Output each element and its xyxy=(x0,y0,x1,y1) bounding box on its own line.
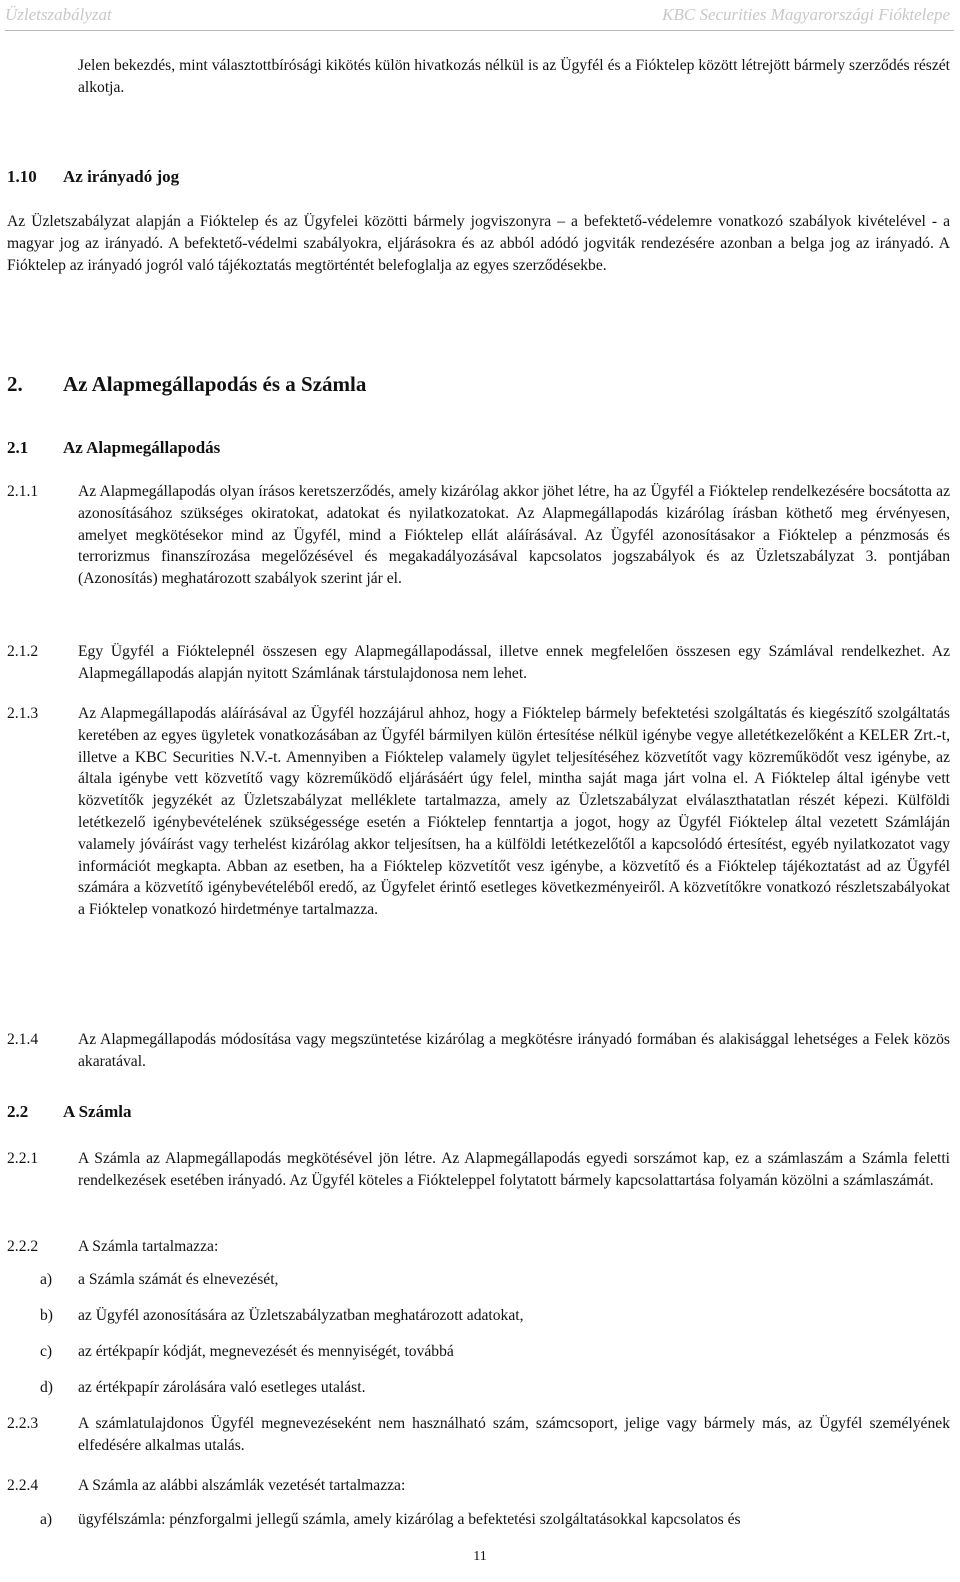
section-2-2-number: 2.2 xyxy=(7,1102,29,1121)
list-item-label: c) xyxy=(40,1343,53,1360)
section-2-2-title: A Számla xyxy=(63,1102,132,1121)
section-1-10-title: Az irányadó jog xyxy=(63,167,180,186)
clause-number: 2.1.1 xyxy=(7,483,39,500)
section-2-1-number: 2.1 xyxy=(7,438,29,457)
clause-number: 2.2.4 xyxy=(7,1477,39,1494)
clause-text: Az Alapmegállapodás olyan írásos keretszerződés, amely kizárólag akkor jöhet létre, ha az Ügyfél a Fióktelep rendelkezésére bocsátotta az azonosításához szükséges okiratokat, adatokat és nyilatkozatokat. Az Alapmegállapodás kizárólag írásban köthető meg érvényesen, amelyet megkötésekor mind az Ügyfél, mind a Fióktelep ellát aláírásával. Az Ügyfél azonosításakor a Fióktelep a pénzmosás és terrorizmus finanszírozása megelőzésével és megakadályozásával kapcsolatos jogszabályok és az Üzletszabályzat 3. pontjában (Azonosítás) meghatározott szabályok szerint jár el. xyxy=(78,483,950,588)
section-2-number: 2. xyxy=(7,372,23,396)
section-2-title: Az Alapmegállapodás és a Számla xyxy=(63,372,367,396)
clause-number: 2.2.2 xyxy=(7,1238,39,1255)
header-company-name: KBC Securities Magyarországi Fióktelepe xyxy=(662,5,950,24)
list-item-label: a) xyxy=(40,1271,53,1288)
clause-text: Az Alapmegállapodás aláírásával az Ügyfél hozzájárul ahhoz, hogy a Fióktelep bármely befektetési szolgáltatás és kiegészítő szolgáltatás keretében az egyes ügyletek vonatkozásában az Ügyfél bármilyen külön értesítése nélkül igénybe vegye alletétkezelőként a KELER Zrt.-t, illetve a KBC Securities N.V.-t. Amennyiben a Fióktelep valamely ügylet teljesítéséhez közvetítőt vagy közreműködőt vesz igénybe, az általa igénybe vett közvetítő vagy közreműködő eljárásáért úgy felel, mintha saját maga járt volna el. A Fióktelep által igénybe vett közvetítők jegyzékét az Üzletszabályzat melléklete tartalmazza, amely az Üzletszabályzat elválaszthatatlan részét képezi. Külföldi letétkezelő igénybevételének szükségessége esetén a Fióktelep fenntartja a jogot, hogy az Ügyfél Fióktelep által vezetett Számláján valamely jóváírást vagy terhelést kizárólag akkor teljesítsen, ha a külföldi letétkezelőtől a kapcsolódó értesítést, egyéb nyilatkozatot vagy információt megkapta. Abban az esetben, ha a Fióktelep közvetítőt vesz igénybe, a közvetítő és a Fióktelep tájékoztatást ad az Ügyfél számára a közvetítő igénybevételéből eredő, az Ügyfelet érintő esetleges következményeiről. A közvetítőkre vonatkozó részletszabályokat a Fióktelep vonatkozó hirdetménye tartalmazza. xyxy=(78,705,950,919)
header-document-title: Üzletszabályzat xyxy=(5,5,112,24)
list-item-text: ügyfélszámla: pénzforgalmi jellegű számla, amely kizárólag a befektetési szolgáltatásokkal kapcsolatos és xyxy=(78,1511,741,1528)
clause-number: 2.1.4 xyxy=(7,1031,39,1048)
clause-number: 2.1.3 xyxy=(7,705,39,722)
list-item-label: a) xyxy=(40,1511,53,1528)
section-2-1-title: Az Alapmegállapodás xyxy=(63,438,221,457)
clause-text: A Számla az alábbi alszámlák vezetését tartalmazza: xyxy=(78,1477,406,1494)
clause-number: 2.2.1 xyxy=(7,1150,39,1167)
page-number: 11 xyxy=(473,1549,487,1564)
list-item-label: b) xyxy=(40,1307,53,1324)
list-item-label: d) xyxy=(40,1379,53,1396)
intro-paragraph: Jelen bekezdés, mint választottbírósági kikötés külön hivatkozás nélkül is az Ügyfél és a Fióktelep között létrejött bármely szerződés részét alkotja. xyxy=(78,57,950,96)
clause-text: Egy Ügyfél a Fióktelepnél összesen egy Alapmegállapodással, illetve ennek megfelelően összesen egy Számlával rendelkezhet. Az Alapmegállapodás alapján nyitott Számlának társtulajdonosa nem lehet. xyxy=(78,643,950,682)
clause-text: A Számla tartalmazza: xyxy=(78,1238,219,1255)
section-1-10-number: 1.10 xyxy=(7,167,37,186)
clause-text: A Számla az Alapmegállapodás megkötésével jön létre. Az Alapmegállapodás egyedi sorszámot kap, ez a számlaszám a Számla feletti rendelkezések esetében irányadó. Az Ügyfél köteles a Fiókteleppel folytatott bármely kapcsolattartása folyamán közölni a számlaszámát. xyxy=(78,1150,950,1189)
section-1-10-text: Az Üzletszabályzat alapján a Fióktelep és az Ügyfelei közötti bármely jogviszonyra – a befektető-védelemre vonatkozó szabályok kivételével - a magyar jog az irányadó. A befektető-védelmi szabályokra, eljárásokra és az abból adódó jogviták rendezésére azonban a belga jog az irányadó. A Fióktelep az irányadó jogról való tájékoztatás megtörténtét belefoglalja az egyes szerződésekbe. xyxy=(7,213,950,274)
list-item-text: az Ügyfél azonosítására az Üzletszabályzatban meghatározott adatokat, xyxy=(78,1307,524,1324)
list-item-text: az értékpapír kódját, megnevezését és mennyiségét, továbbá xyxy=(78,1343,454,1360)
clause-text: A számlatulajdonos Ügyfél megnevezéseként nem használható szám, számcsoport, jelige vagy bármely más, az Ügyfél személyének elfedésére alkalmas utalás. xyxy=(78,1415,950,1454)
clause-number: 2.2.3 xyxy=(7,1415,39,1432)
list-item-text: a Számla számát és elnevezését, xyxy=(78,1271,279,1288)
clause-text: Az Alapmegállapodás módosítása vagy megszüntetése kizárólag a megkötésre irányadó formában és alakisággal lehetséges a Felek közös akaratával. xyxy=(78,1031,950,1070)
header-divider xyxy=(5,30,954,31)
list-item-text: az értékpapír zárolására való esetleges utalást. xyxy=(78,1379,366,1396)
clause-number: 2.1.2 xyxy=(7,643,39,660)
